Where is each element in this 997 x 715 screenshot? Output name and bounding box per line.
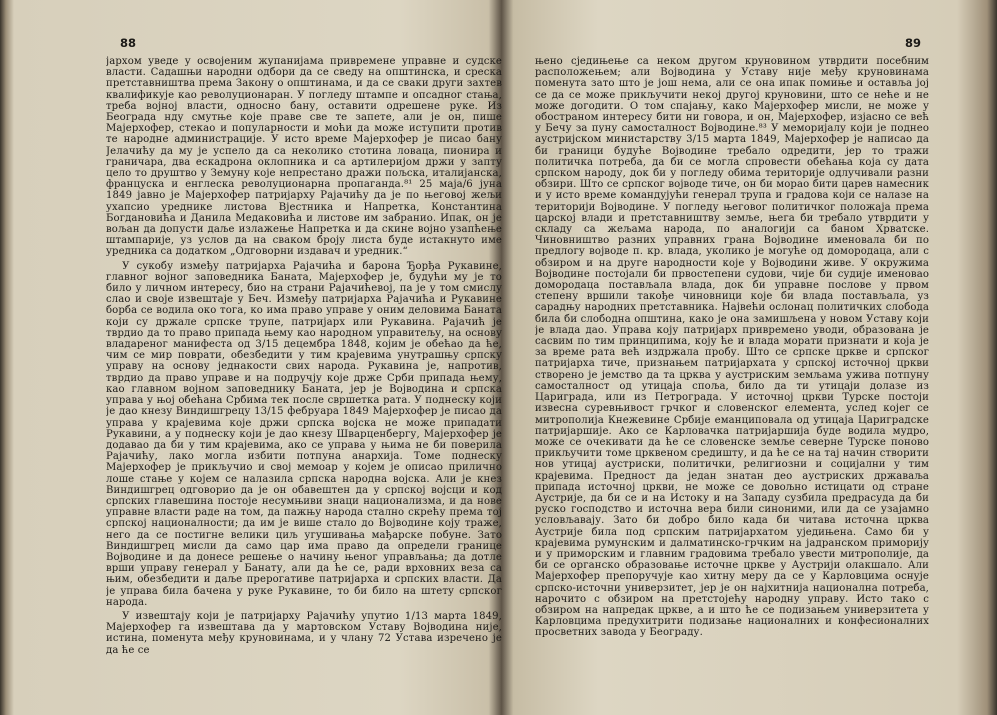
paragraph: јархом уведе у освојеним жупанијама привремене управне и судске власти. Садашњи народни одбори да се сведу на општинска, и среска претставништва према Закону о општинама, и да се сваки други захтев квалификује као револуционаран. У погледу штампе и опсадног стања, треба војној власти, односно бану, оставити одрешене руке. Из Београда нду смутње које праве све те запете, али је он, пише Мајерхофер, стекао и популарности и моћи да може иступити против те народне администрације. У исто време Мајерхофер је писао бану Јелачићу да му је успело да са неколико стотина ловаца, пионира и граничара, два ескадрона оклопника и са артилеријом држи у запту цело то друштво у Земуну које непрестано дражи пољска, италијанска, француска и енглеска револуционарна пропаганда.⁸¹ 25 маја/6 јуна 1849 јавно је Мајерхофер патријарху Рајачићу да је по његовој жељи ухапсио уреднике листова Вјестника и Напретка, Константина Богдановића и Данила Медаковића и листове им забранио. Ипак, он је вољан да допусти даље излажење Напретка и да скине војно узапћење штампарије, уз услов да на сваком броју листа буде истакнуто име уредника са додатком „Одговорни издавач и уредник.“: [106, 56, 502, 258]
right-page: [535, 30, 929, 690]
paragraph: У сукобу између патријарха Рајачића и барона Ђорђа Рукавине, главног војног заповедника Баната, Мајерхофер је, будући му је то било у личном интересу, био на страни Рајачићевој, па је у том смислу слао и своје извештаје у Беч. Између патријарха Рајачића и Рукавине борба се водила око тога, ко има право управе у оним деловима Баната који су држале српске трупе, патријарх или Рукавина. Рајачић је тврдио да то право припада њему као народном управитељу, на основу владареног манифеста од 3/15 децембра 1848, којим је обећао да ће, чим се мир поврати, обезбедити у тим крајевима унутрашњу српску управу на основу једнакости свих народа. Рукавина је, напротив, тврдио да право управе и на подручју које држе Срби припада њему, као главном војном заповеднику Баната, јер је Војводина и српска управа у њој обећана Србима тек после свршетка рата. У поднеску који је дао кнезу Виндишгрецу 13/15 фебруара 1849 Мајерхофер је писао да управа у крајевима које држи српска војска не може припадати Рукавини, а у поднеску који је дао кнезу Шварценбергу, Мајерхофер је додавао да би у тим крајевима, ако се управа у њима не би поверила Рајачићу, лако могла избити потпуна анархија. Томе поднеску Мајерхофер је прикључио и свој мемоар у којем је описао прилично лоше стање у којем се налазила српска народна војска. Али је кнез Виндишгрец одговорио да је он обавештен да у српској војсци и код српских главешина постоје несумњиви знаци национализма, и да нове управне власти раде на том, да пажњу народа стално скрећу према тој српској националности; да им је више стало до Војводине коју траже, него да се постигне велики циљ угушивања мађарске побуне. Зато Виндишгрец мисли да само цар има право да определи границе Војводине и да донесе решење о начину њеног управљања; да дотле врши управу генерал у Банату, али да ће се, ради врховних веза са њим, обезбедити и даље прерогативе патријарха и српских власти. Да је управа била бачена у руке Рукавине, то би било на штету српског народа.: [106, 260, 502, 608]
paragraph: У извештају који је патријарху Рајачићу упутио 1/13 марта 1849, Мајерхофер га извештава да у мартовском Уставу Војводина није, истина, поменута међу круновинама, и у члану 72 Устава изречено је да ће се: [106, 610, 502, 656]
page-body: [106, 56, 502, 656]
left-page: [106, 30, 502, 690]
page-number: 89: [904, 36, 921, 50]
page-body: [535, 56, 929, 639]
page-number: 88: [120, 36, 137, 50]
paragraph: њено сједињење са неком другом круновином утврдити посебним расположењем; али Војводина у Уставу није међу круновинама поменута зато што је још нема, али се она ипак помиње и оставља јој се да се може прикључити некој другој круновини, што се неће и не може догодити. О том спајању, како Мајерхофер мисли, не може у обостраном интересу бити ни говора, и он, Мајерхофер, изјасно се већ у Бечу за пуну самосталност Војводине.⁸³ У меморијалу који је поднео аустријском министарству 3/15 марта 1849, Мајерхофер је написао да би граници будуће Војводине требало одредити, јер то тражи политичка потреба, да би се могла спровести обећања која су дата српском народу, док би у погледу обима територије одлучивали разни обзири. Што се српског војводе тиче, он би морао бити царев намесник и у исто време командујући генерал трупа и градова који се налазе на територији Војводине. У погледу његовог политичког положаја према царској влади и претставништву земље, њега би требало утврдити у складу са жељама народа, по аналогији са баном Хрватске. Чиновништво разних управних грана Војводине именовала би по предлогу војводе п. кр. влада, уколико је могуће од домородаца, али с обзиром и на друге народности које у Војводини живе. У окружима Војводине постојали би првостепени судови, чије би судије именовао домородаца постављала влада, док би управне послове у првом степену вршили такође чиновници које би влада постављала, уз сарадњу народних претставника. Највећи ослонац политичких слобода била би слободна општина, како је она замишљена у новом Уставу који је влада дао. Управа коју патријарх привремено уводи, образована је сасвим по тим принципима, коју ће и влада морати признати и која је за време рата већ издржала пробу. Што се српске цркве и српског патријарха тиче, признањем патријархата у српској источној цркви створено је јемство да та црква у аустриским земљама ужива потпуну самосталност од утицаја споља, било да ти утицаји долазе из Цариграда, или из Петрограда. У источној цркви Турске постоји извесна суревњивост грчког и словенског елемента, услед којег се митрополија Кнежевине Србије еманциповала од утицаја Цариградске патријаршије. Ако се Карловачка патријаршија буде водила мудро, може се очекивати да ће се словенске земље северне Турске поново прикључити томе црквеном средишту, и да ће се на тај начин створити нов утицај аустриски, политички, религиозни и социјални у тим крајевима. Предност да један знатан део аустриских државаља припада источној цркви, не може се довољно истицати од стране Аустрије, да би се и на Истоку и на Западу сузбила предрасуда да би руско господство и источна вера били синоними, или да се узајамно условљавају. Зато би добро било када би читава источна црква Аустрије била под српским патријархатом уједињена. Само би у крајевима румунским и далматинско-грчким на јадранском приморију и у приморским и главним градовима требало увести митрополије, да би се органско образовање источне цркве у Аустрији олакшало. Али Мајерхофер препоручује као хитну меру да се у Карловцима оснује српско-источни универзитет, јер је он најхитнија национална потреба, нарочито с обзиром на претстојећу народну управу. Исто тако с обзиром на напредак цркве, а и што ће се подизањем универзитета у Карловцима предухитрити подизање националних и конфесионалних просветних завода у Београду.: [535, 56, 929, 639]
